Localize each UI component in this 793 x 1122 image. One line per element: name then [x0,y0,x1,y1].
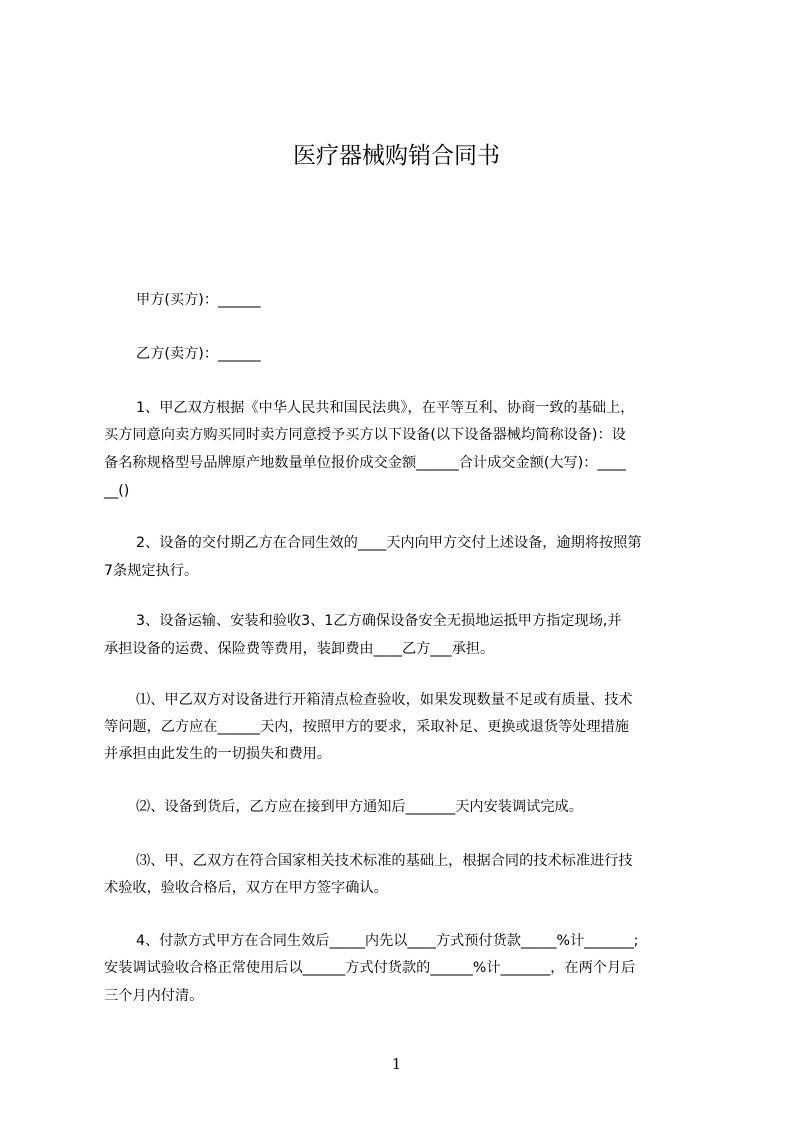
clause3-line1: 3、设备运输、安装和验收3、1乙方确保设备安全无损地运抵甲方指定现场,并 [136,613,622,629]
sub3-line2: 术验收，验收合格后，双方在甲方签字确认。 [104,880,388,896]
sub2-line1: ⑵、设备到货后，乙方应在接到甲方通知后_______天内安装调试完成。 [136,799,583,815]
sub1-line2: 等问题，乙方应在______天内，按照甲方的要求，采取补足、更换或退货等处理措施 [104,719,629,735]
clause1-line1: 1、甲乙双方根据《中华人民共和国民法典》，在平等互利、协商一致的基础上， [136,400,635,416]
clause1-line2: 买方同意向卖方购买同时卖方同意授予买方以下设备(以下设备器械均简称设备)：设 [104,427,626,443]
sub1-line1: ⑴、甲乙双方对设备进行开箱清点检查验收，如果发现数量不足或有质量、技术 [136,692,633,708]
clause1-line3: 备名称规格型号品牌原产地数量单位报价成交金额______合计成交金额(大写)：____ [104,455,626,471]
clause4-line2: 安装调试验收合格正常使用后以______方式付货款的______%计_______，在两个月后 [104,960,636,976]
clause1-line4: __() [104,483,130,499]
clause4-line3: 三个月内付清。 [104,988,204,1004]
sub3-line1: ⑶、甲、乙双方在符合国家相关技术标准的基础上，根据合同的技术标准进行技 [136,853,633,869]
clause4-line1: 4、付款方式甲方在合同生效后_____内先以____方式预付货款_____%计_______; [136,933,639,949]
page-number: 1 [391,1055,402,1073]
document-title: 医疗器械购销合同书 [293,143,500,169]
sub1-line3: 并承担由此发生的一切损失和费用。 [104,746,332,762]
clause3-line2: 承担设备的运费、保险费等费用，装卸费由____乙方___承担。 [104,641,495,657]
party-a-line: 甲方(买方)：______ [136,292,261,308]
party-b-line: 乙方(卖方)：______ [136,346,261,362]
clause2-line1: 2、设备的交付期乙方在合同生效的____天内向甲方交付上述设备，逾期将按照第 [136,535,642,551]
clause2-line2: 7条规定执行。 [104,563,199,579]
